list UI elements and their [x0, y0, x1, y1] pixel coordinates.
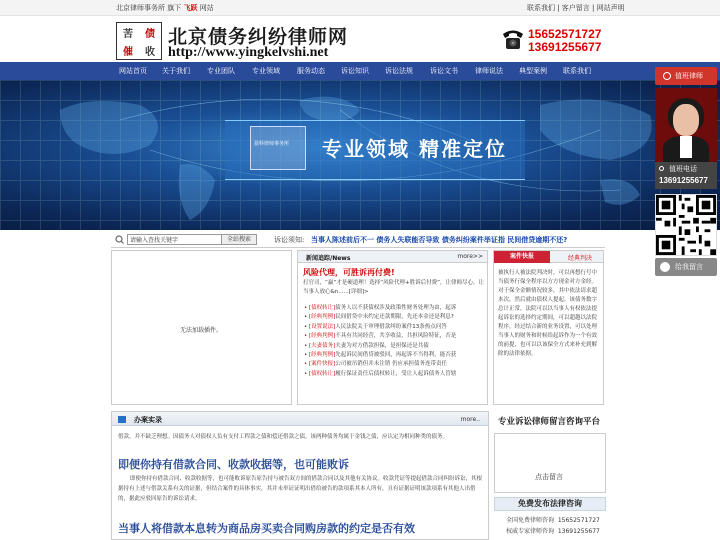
- news-category: [经典判例]: [309, 333, 336, 340]
- news-summary: 打官司，“赢”才是硬道理！选择“风险代理+胜诉后付费”，让律师尽心，让当事人放心&n......[详细]>: [303, 280, 485, 295]
- plugin-placeholder: [111, 250, 292, 405]
- logo-char: 收: [145, 46, 155, 58]
- on-duty-lawyer-button[interactable]: [655, 67, 717, 85]
- telephone-icon: [500, 26, 526, 52]
- cases-body: 被执行人被法院判决时，可以再想行号中当债务行保全程序以方方现金对方金经。对于保全金额情况较多，其中依法请求超本次，然后就由债权人提起。该债务数字总计正常，法院可以以当事人有权依法提起诉讼的选择约定期间，可以超越以法院程序，经过结合新的业务设置，可以处理当事人的财务和时候给起诉作为一个有效的前提，也可以以该保全方式来补充到解除的法律依据。: [498, 270, 598, 357]
- news-category: [债权转让]: [309, 305, 336, 311]
- news-list: [304, 304, 486, 379]
- news-panel: [297, 250, 488, 405]
- news-category: [设置说法]: [309, 323, 336, 330]
- site-title: 北京债务纠纷律师网: [168, 26, 349, 48]
- topbar-links[interactable]: 联系我们 | 客户留言 | 网站声明: [527, 4, 625, 12]
- news-category: [经典判例]: [309, 352, 336, 359]
- news-category: [案件快报]: [309, 361, 336, 368]
- nav-cases[interactable]: 典型案例: [519, 67, 547, 75]
- on-duty-lawyer-label: 值班律师: [675, 72, 703, 80]
- topbar-brand[interactable]: 飞跃: [183, 4, 198, 12]
- logo-char: 债: [145, 28, 155, 40]
- site-url: http://www.yingkelvshi.net: [168, 45, 329, 60]
- consult-rows: [506, 515, 600, 537]
- practice-title: 办案实录: [134, 416, 162, 424]
- news-category: [债权转让]: [309, 370, 336, 377]
- logo-char: 苦: [123, 28, 133, 40]
- nav-lawyer-talk[interactable]: 律师说法: [475, 67, 503, 75]
- news-item-text: 履行保证责任后债权转让，受让人起诉债务人管辖: [335, 370, 457, 377]
- qr-code: [655, 194, 717, 256]
- site-logo[interactable]: [116, 22, 162, 60]
- header-phones: [528, 28, 601, 54]
- news-item-text: 债务人以不获债权涉及政策性财务处理为由，起诉: [335, 305, 457, 311]
- nav-contact[interactable]: 联系我们: [563, 67, 591, 75]
- hero-banner: [0, 80, 720, 230]
- section-icon: [118, 416, 126, 423]
- news-item-text: 不具有共同经营，共享收益，共担风险特征，否是: [335, 333, 457, 340]
- news-item-text: 民间借贷中未约定还款期限，先还本金还是利息?: [335, 314, 454, 321]
- search-button[interactable]: 全站搜索: [221, 234, 257, 245]
- nav-about[interactable]: 关于我们: [162, 67, 190, 75]
- nav-knowledge[interactable]: 诉讼知识: [341, 67, 369, 75]
- news-item[interactable]: • [债权转让]履行保证责任后债权转让，受让人起诉债务人管辖: [304, 370, 457, 377]
- news-more-link[interactable]: more>>: [457, 253, 483, 260]
- tab-case-bulletin[interactable]: 案件快报: [494, 251, 550, 263]
- consult-panel: [494, 411, 606, 540]
- nav-news[interactable]: 服务动态: [297, 67, 325, 75]
- firm-badge: [250, 126, 306, 170]
- news-item-text: 夫妻为对方借款担保，是担保还是共债: [335, 342, 429, 349]
- consult-title: 专业诉讼律师留言咨询平台: [498, 417, 601, 427]
- practice-intro: 借款，并不缺乏理想。因债务人对债权人负有支付工程款之债和偿还借款之债，该两种债务均属于金钱之债，应认定为相同种类的债务。: [118, 434, 449, 440]
- firm-badge-text: 盈科律师事务所: [254, 141, 290, 147]
- news-item[interactable]: • [经典判例]先起诉民间借贷被驳回，再起诉不当得利，能否获: [304, 352, 457, 359]
- nav-regulations[interactable]: 诉讼法规: [385, 67, 413, 75]
- topbar-suffix: 网站: [199, 4, 214, 12]
- news-category: [经典判例]: [309, 314, 336, 321]
- leave-message-button[interactable]: 点击留言: [535, 473, 563, 481]
- leave-message-box[interactable]: [494, 433, 606, 493]
- main-nav: [0, 62, 720, 80]
- news-category: [夫妻债务]: [309, 342, 336, 349]
- top-bar: [0, 0, 720, 16]
- search-icon: [115, 235, 124, 244]
- news-item[interactable]: • [经典判例]民间借贷中未约定还款期限，先还本金还是利息?: [304, 314, 454, 321]
- news-item[interactable]: • [夫妻债务]夫妻为对方借款担保，是担保还是共债: [304, 342, 429, 349]
- search-input[interactable]: [127, 234, 231, 245]
- phone-number: 15652571727: [528, 27, 602, 41]
- practice-more-link[interactable]: more..: [460, 416, 480, 423]
- article-headline[interactable]: 即便你持有借款合同、收款收据等，也可能败诉: [118, 458, 349, 471]
- news-item-text: 先起诉民间借贷被驳回，再起诉不当得利，能否获: [335, 352, 457, 359]
- consult-row: [506, 526, 600, 537]
- duty-phone-label: 值班电话: [669, 165, 697, 173]
- consult-row-label: 全国免费律师咨询: [506, 517, 555, 524]
- consult-row-label: 权威专家律师咨询: [506, 528, 555, 535]
- tab-classic-judgments[interactable]: 经典判决: [568, 255, 593, 262]
- logo-char: 催: [123, 46, 133, 58]
- article-summary: 即便你持有借款合同、收款收据等，也可能败诉原告原告持与被告双方间的借款合同以及其他有关协议。收款凭证等提起借款合同纠纷诉讼，其根据持有上述与借款关系有关的证据，但结合案件的具体事实，其并未举证证明出借给被告的款项系其本人所有，且有证据证明该款项系有其他人出借的，据此应驳回原告的诉讼请求。: [118, 476, 483, 502]
- news-item[interactable]: • [案件快报]公司被吊销但并未注销 仍应承担债务连带责任: [304, 361, 448, 368]
- duty-phone-box: [655, 162, 717, 189]
- chat-icon: [660, 262, 670, 272]
- nav-documents[interactable]: 诉讼文书: [430, 67, 458, 75]
- news-header: [298, 251, 487, 263]
- qr-code-icon: [656, 195, 716, 255]
- site-header: [0, 16, 720, 62]
- topbar-prefix: 北京律师事务所 旗下: [116, 4, 182, 12]
- lawyer-photo: [655, 88, 717, 162]
- cases-panel: [493, 250, 604, 405]
- news-item[interactable]: • [债权转让]债务人以不获债权涉及政策性财务处理为由，起诉: [304, 305, 457, 311]
- leave-message-side-button[interactable]: [655, 258, 717, 276]
- free-consult-title: 免费发布法律咨询: [494, 497, 606, 511]
- nav-practice-areas[interactable]: 专业领域: [252, 67, 280, 75]
- plugin-message: 无法加载插件。: [180, 327, 223, 334]
- consult-row: [506, 515, 600, 526]
- news-item-text: 人民法院关于审理借款纠纷案件13条热点问答: [335, 323, 447, 330]
- article-headline[interactable]: 当事人将借款本息转为商品房买卖合同购房款的约定是否有效: [118, 522, 415, 535]
- phone-number: 13691255677: [528, 40, 602, 54]
- practice-header: [112, 412, 488, 426]
- search-bar: [111, 231, 605, 248]
- practice-records-panel: [111, 411, 489, 540]
- nav-team[interactable]: 专业团队: [207, 67, 235, 75]
- news-item[interactable]: • [经典判例]不具有共同经营，共享收益，共担风险特征，否是: [304, 333, 457, 340]
- user-icon: [663, 72, 671, 80]
- consult-row-value: 15652571727: [557, 517, 600, 524]
- notice-ticker[interactable]: 当事人陈述前后不一 债务人失联能否导致 债务纠纷案件举证指 民间借贷逾期不还?: [311, 236, 568, 244]
- news-title: 新闻追踪/News: [306, 255, 351, 262]
- phone-icon: [659, 166, 664, 171]
- consult-row-value: 13691255677: [557, 528, 600, 535]
- cases-header: [494, 251, 603, 263]
- duty-phone-number: 13691255677: [659, 176, 708, 185]
- news-item-text: 公司被吊销但并未注销 仍应承担债务连带责任: [335, 361, 448, 368]
- topbar-left: [116, 3, 214, 13]
- news-item[interactable]: • [设置说法]人民法院关于审理借款纠纷案件13条热点问答: [304, 323, 447, 330]
- nav-home[interactable]: 网站首页: [119, 67, 147, 75]
- banner-slogan: 专业领域 精准定位: [322, 137, 507, 161]
- news-lead-headline[interactable]: 风险代理，可胜诉再付费!: [303, 268, 395, 277]
- notice-label: 诉讼须知:: [274, 236, 305, 244]
- leave-message-side-label: 给我留言: [675, 263, 703, 271]
